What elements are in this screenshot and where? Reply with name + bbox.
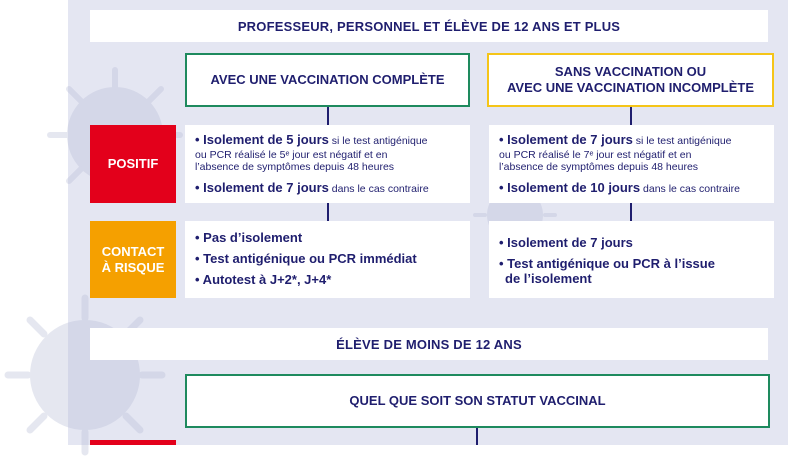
positive-unvaccinated-item1: • Isolement de 7 jours si le test antigénique ou PCR réalisé le 7ᵉ jour est négatif et en l’absence de symptômes depuis 48 heures	[499, 132, 732, 173]
positive-vaccinated-item2: • Isolement de 7 jours dans le cas contraire	[195, 180, 429, 195]
connector-line	[327, 107, 329, 125]
vaccinated-column-label: AVEC UNE VACCINATION COMPLÈTE	[210, 72, 445, 87]
contact-unvaccinated-line1: • Isolement de 7 jours	[499, 235, 633, 250]
positive-unvaccinated-cell	[489, 125, 774, 203]
contact-unvaccinated-line2: • Test antigénique ou PCR à l’issue	[499, 256, 715, 271]
unvaccinated-column-header	[487, 53, 774, 107]
connector-line	[476, 428, 478, 445]
contact-unvaccinated-line3: de l’isolement	[505, 271, 592, 286]
contact-unvaccinated-cell	[489, 221, 774, 298]
vaccinated-column-header	[185, 53, 470, 107]
positive-label-text: POSITIF	[107, 156, 159, 171]
positive-vaccinated-cell	[185, 125, 470, 203]
age-12-plus-header-text: PROFESSEUR, PERSONNEL ET ÉLÈVE DE 12 ANS ET PLUS	[237, 18, 621, 34]
under-12-header-text: ÉLÈVE DE MOINS DE 12 ANS	[336, 336, 522, 352]
positive-unvaccinated-item2: • Isolement de 10 jours dans le cas contraire	[499, 180, 740, 195]
positive-label-under-12	[90, 440, 176, 445]
contact-label-line2: À RISQUE	[101, 259, 165, 275]
connector-line	[327, 203, 329, 221]
contact-label-line1: CONTACT	[101, 243, 165, 259]
age-12-plus-header	[90, 10, 768, 42]
under-12-header	[90, 328, 768, 360]
positive-vaccinated-item1: • Isolement de 5 jours si le test antigénique ou PCR réalisé le 5ᵉ jour est négatif et en l’absence de symptômes depuis 48 heures	[195, 132, 428, 173]
unvaccinated-column-label-line1: SANS VACCINATION OU	[554, 64, 707, 79]
contact-vaccinated-line1: • Pas d’isolement	[195, 230, 303, 245]
any-vaccination-status-header	[185, 374, 770, 428]
virus-decoration-icon	[0, 290, 170, 460]
positive-label	[90, 125, 176, 203]
unvaccinated-column-label-line2: AVEC UNE VACCINATION INCOMPLÈTE	[506, 80, 754, 95]
contact-risk-label	[90, 221, 176, 298]
contact-vaccinated-line3: • Autotest à J+2*, J+4*	[195, 272, 332, 287]
contact-vaccinated-line2: • Test antigénique ou PCR immédiat	[195, 251, 417, 266]
any-status-label: QUEL QUE SOIT SON STATUT VACCINAL	[349, 393, 606, 408]
contact-vaccinated-cell	[185, 221, 470, 298]
connector-line	[630, 203, 632, 221]
connector-line	[630, 107, 632, 125]
